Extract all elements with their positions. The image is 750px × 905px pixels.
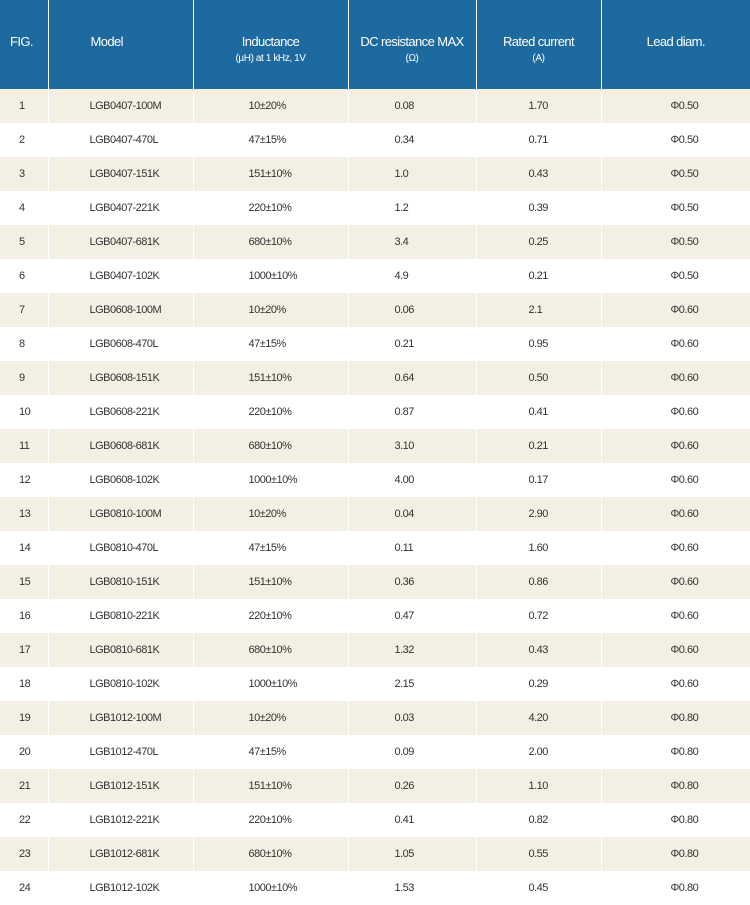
model-cell: LGB0407-102K — [48, 259, 193, 293]
dc-resistance-cell: 1.32 — [348, 633, 476, 667]
inductance-cell: 680±10% — [193, 225, 348, 259]
lead-diam-cell: Φ0.60 — [601, 667, 750, 701]
dc-resistance-cell: 0.34 — [348, 123, 476, 157]
fig-cell: 6 — [0, 259, 48, 293]
fig-cell: 12 — [0, 463, 48, 497]
model-cell: LGB0407-221K — [48, 191, 193, 225]
table-row — [0, 361, 750, 395]
model-cell: LGB1012-100M — [48, 701, 193, 735]
table-row — [0, 803, 750, 837]
table-row — [0, 89, 750, 123]
fig-cell: 10 — [0, 395, 48, 429]
rated-current-cell: 0.29 — [476, 667, 601, 701]
dc-resistance-cell: 0.36 — [348, 565, 476, 599]
table-row — [0, 327, 750, 361]
table-body — [0, 89, 750, 905]
header-inductance — [193, 0, 348, 89]
inductance-cell: 151±10% — [193, 769, 348, 803]
fig-cell: 14 — [0, 531, 48, 565]
header-rated-current-label: Rated current — [477, 0, 601, 50]
inductance-cell: 10±20% — [193, 293, 348, 327]
lead-diam-cell: Φ0.80 — [601, 803, 750, 837]
fig-cell: 18 — [0, 667, 48, 701]
table-row — [0, 735, 750, 769]
fig-cell: 7 — [0, 293, 48, 327]
header-dc-resistance-label: DC resistance MAX — [349, 0, 476, 50]
inductance-cell: 151±10% — [193, 157, 348, 191]
rated-current-cell: 0.86 — [476, 565, 601, 599]
header-model-label: Model — [49, 0, 193, 50]
lead-diam-cell: Φ0.60 — [601, 293, 750, 327]
rated-current-cell: 0.43 — [476, 157, 601, 191]
fig-cell: 13 — [0, 497, 48, 531]
fig-cell: 2 — [0, 123, 48, 157]
inductance-cell: 47±15% — [193, 735, 348, 769]
table-row — [0, 259, 750, 293]
inductance-cell: 220±10% — [193, 191, 348, 225]
lead-diam-cell: Φ0.80 — [601, 735, 750, 769]
model-cell: LGB1012-221K — [48, 803, 193, 837]
header-rated-current-unit: (A) — [477, 52, 601, 66]
table-row — [0, 531, 750, 565]
header-row — [0, 0, 750, 89]
rated-current-cell: 0.71 — [476, 123, 601, 157]
dc-resistance-cell: 0.11 — [348, 531, 476, 565]
inductance-cell: 47±15% — [193, 327, 348, 361]
inductance-cell: 220±10% — [193, 599, 348, 633]
model-cell: LGB1012-470L — [48, 735, 193, 769]
dc-resistance-cell: 2.15 — [348, 667, 476, 701]
lead-diam-cell: Φ0.60 — [601, 463, 750, 497]
fig-cell: 17 — [0, 633, 48, 667]
table-row — [0, 395, 750, 429]
table-row — [0, 667, 750, 701]
fig-cell: 15 — [0, 565, 48, 599]
fig-cell: 19 — [0, 701, 48, 735]
rated-current-cell: 0.95 — [476, 327, 601, 361]
inductance-cell: 220±10% — [193, 803, 348, 837]
table-row — [0, 701, 750, 735]
rated-current-cell: 0.45 — [476, 871, 601, 905]
table-header — [0, 0, 750, 89]
model-cell: LGB0608-100M — [48, 293, 193, 327]
inductance-cell: 680±10% — [193, 429, 348, 463]
header-lead-diam — [601, 0, 750, 89]
model-cell: LGB1012-102K — [48, 871, 193, 905]
header-dc-resistance — [348, 0, 476, 89]
inductance-cell: 47±15% — [193, 123, 348, 157]
fig-cell: 8 — [0, 327, 48, 361]
model-cell: LGB0407-100M — [48, 89, 193, 123]
rated-current-cell: 0.72 — [476, 599, 601, 633]
model-cell: LGB0407-151K — [48, 157, 193, 191]
table-row — [0, 293, 750, 327]
rated-current-cell: 0.39 — [476, 191, 601, 225]
rated-current-cell: 1.60 — [476, 531, 601, 565]
dc-resistance-cell: 0.03 — [348, 701, 476, 735]
inductance-cell: 680±10% — [193, 837, 348, 871]
model-cell: LGB0608-221K — [48, 395, 193, 429]
model-cell: LGB0608-102K — [48, 463, 193, 497]
header-rated-current — [476, 0, 601, 89]
fig-cell: 4 — [0, 191, 48, 225]
dc-resistance-cell: 4.00 — [348, 463, 476, 497]
header-fig — [0, 0, 48, 89]
lead-diam-cell: Φ0.60 — [601, 633, 750, 667]
header-lead-diam-label: Lead diam. — [602, 0, 750, 50]
dc-resistance-cell: 3.4 — [348, 225, 476, 259]
header-model — [48, 0, 193, 89]
fig-cell: 24 — [0, 871, 48, 905]
dc-resistance-cell: 0.04 — [348, 497, 476, 531]
fig-cell: 3 — [0, 157, 48, 191]
dc-resistance-cell: 1.05 — [348, 837, 476, 871]
rated-current-cell: 0.21 — [476, 429, 601, 463]
table-row — [0, 191, 750, 225]
dc-resistance-cell: 0.06 — [348, 293, 476, 327]
lead-diam-cell: Φ0.60 — [601, 327, 750, 361]
table-row — [0, 429, 750, 463]
rated-current-cell: 4.20 — [476, 701, 601, 735]
table-row — [0, 837, 750, 871]
inductance-cell: 220±10% — [193, 395, 348, 429]
model-cell: LGB0810-470L — [48, 531, 193, 565]
fig-cell: 9 — [0, 361, 48, 395]
lead-diam-cell: Φ0.60 — [601, 497, 750, 531]
fig-cell: 20 — [0, 735, 48, 769]
rated-current-cell: 2.1 — [476, 293, 601, 327]
model-cell: LGB0810-102K — [48, 667, 193, 701]
rated-current-cell: 0.17 — [476, 463, 601, 497]
lead-diam-cell: Φ0.60 — [601, 429, 750, 463]
inductance-cell: 10±20% — [193, 701, 348, 735]
lead-diam-cell: Φ0.80 — [601, 769, 750, 803]
model-cell: LGB0810-151K — [48, 565, 193, 599]
inductance-cell: 680±10% — [193, 633, 348, 667]
model-cell: LGB0608-681K — [48, 429, 193, 463]
lead-diam-cell: Φ0.50 — [601, 225, 750, 259]
rated-current-cell: 0.50 — [476, 361, 601, 395]
lead-diam-cell: Φ0.50 — [601, 123, 750, 157]
dc-resistance-cell: 0.87 — [348, 395, 476, 429]
inductance-cell: 1000±10% — [193, 463, 348, 497]
lead-diam-cell: Φ0.50 — [601, 89, 750, 123]
fig-cell: 1 — [0, 89, 48, 123]
table-row — [0, 599, 750, 633]
inductance-cell: 1000±10% — [193, 259, 348, 293]
header-dc-resistance-unit: (Ω) — [349, 52, 476, 66]
header-fig-label: FIG. — [0, 0, 48, 50]
table-row — [0, 633, 750, 667]
dc-resistance-cell: 3.10 — [348, 429, 476, 463]
inductance-cell: 10±20% — [193, 89, 348, 123]
table-row — [0, 769, 750, 803]
lead-diam-cell: Φ0.50 — [601, 157, 750, 191]
model-cell: LGB0407-681K — [48, 225, 193, 259]
table-row — [0, 157, 750, 191]
dc-resistance-cell: 0.26 — [348, 769, 476, 803]
table-row — [0, 497, 750, 531]
lead-diam-cell: Φ0.60 — [601, 531, 750, 565]
fig-cell: 5 — [0, 225, 48, 259]
lead-diam-cell: Φ0.60 — [601, 565, 750, 599]
dc-resistance-cell: 1.53 — [348, 871, 476, 905]
inductance-cell: 47±15% — [193, 531, 348, 565]
table-row — [0, 463, 750, 497]
lead-diam-cell: Φ0.60 — [601, 361, 750, 395]
dc-resistance-cell: 0.08 — [348, 89, 476, 123]
model-cell: LGB0810-221K — [48, 599, 193, 633]
dc-resistance-cell: 0.21 — [348, 327, 476, 361]
dc-resistance-cell: 0.09 — [348, 735, 476, 769]
model-cell: LGB0810-100M — [48, 497, 193, 531]
header-inductance-label: Inductance — [194, 0, 348, 50]
rated-current-cell: 0.25 — [476, 225, 601, 259]
rated-current-cell: 0.55 — [476, 837, 601, 871]
rated-current-cell: 0.43 — [476, 633, 601, 667]
inductance-cell: 10±20% — [193, 497, 348, 531]
inductance-cell: 151±10% — [193, 361, 348, 395]
inductance-cell: 1000±10% — [193, 871, 348, 905]
fig-cell: 21 — [0, 769, 48, 803]
fig-cell: 11 — [0, 429, 48, 463]
dc-resistance-cell: 0.64 — [348, 361, 476, 395]
lead-diam-cell: Φ0.60 — [601, 599, 750, 633]
rated-current-cell: 2.00 — [476, 735, 601, 769]
table-row — [0, 871, 750, 905]
fig-cell: 16 — [0, 599, 48, 633]
rated-current-cell: 2.90 — [476, 497, 601, 531]
fig-cell: 23 — [0, 837, 48, 871]
table-row — [0, 225, 750, 259]
table-row — [0, 123, 750, 157]
fig-cell: 22 — [0, 803, 48, 837]
table-row — [0, 565, 750, 599]
lead-diam-cell: Φ0.80 — [601, 871, 750, 905]
inductance-cell: 151±10% — [193, 565, 348, 599]
rated-current-cell: 0.82 — [476, 803, 601, 837]
model-cell: LGB0810-681K — [48, 633, 193, 667]
lead-diam-cell: Φ0.80 — [601, 837, 750, 871]
model-cell: LGB1012-681K — [48, 837, 193, 871]
dc-resistance-cell: 1.2 — [348, 191, 476, 225]
model-cell: LGB0608-151K — [48, 361, 193, 395]
model-cell: LGB1012-151K — [48, 769, 193, 803]
rated-current-cell: 1.70 — [476, 89, 601, 123]
inductance-cell: 1000±10% — [193, 667, 348, 701]
rated-current-cell: 0.21 — [476, 259, 601, 293]
lead-diam-cell: Φ0.50 — [601, 259, 750, 293]
dc-resistance-cell: 4.9 — [348, 259, 476, 293]
lead-diam-cell: Φ0.50 — [601, 191, 750, 225]
model-cell: LGB0608-470L — [48, 327, 193, 361]
dc-resistance-cell: 1.0 — [348, 157, 476, 191]
header-inductance-unit: (µH) at 1 kHz, 1V — [194, 52, 348, 66]
model-cell: LGB0407-470L — [48, 123, 193, 157]
dc-resistance-cell: 0.47 — [348, 599, 476, 633]
rated-current-cell: 0.41 — [476, 395, 601, 429]
lead-diam-cell: Φ0.60 — [601, 395, 750, 429]
lead-diam-cell: Φ0.80 — [601, 701, 750, 735]
dc-resistance-cell: 0.41 — [348, 803, 476, 837]
rated-current-cell: 1.10 — [476, 769, 601, 803]
